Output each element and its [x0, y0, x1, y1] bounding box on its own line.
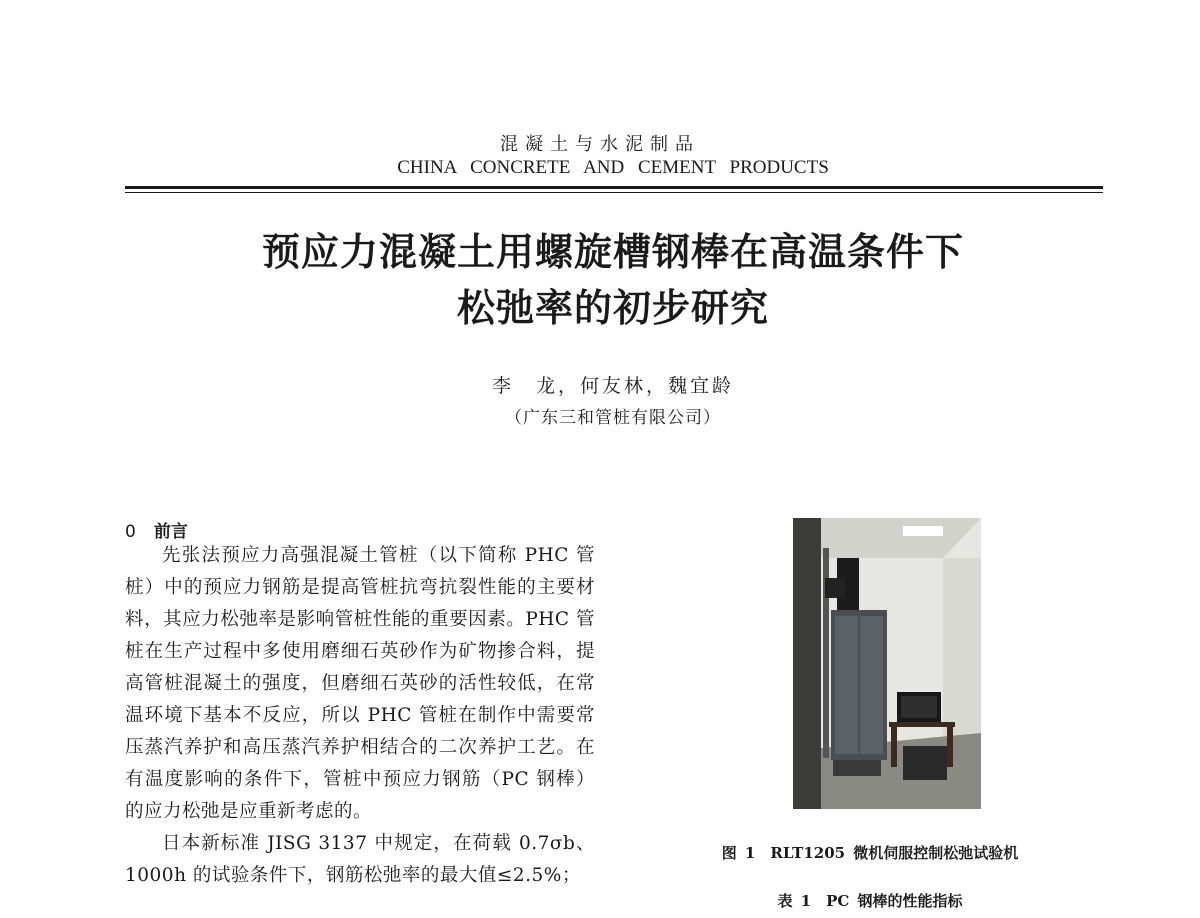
section-body [125, 540, 595, 892]
article-title [0, 224, 1200, 336]
table-caption: 表 1 PC 钢棒的性能指标 [777, 892, 963, 910]
section-number: 0 [125, 522, 136, 542]
article-authors: 李 龙，何友林，魏宜龄 [491, 375, 734, 397]
header-rule-thin [125, 192, 1103, 193]
figure-caption: 图 1 RLT1205 微机伺服控制松弛试验机 [721, 844, 1019, 862]
body-paragraph: 先张法预应力高强混凝土管桩（以下简称 PHC 管桩）中的预应力钢筋是提高管桩抗弯抗裂性能的主要材料，其应力松弛率是影响管桩性能的重要因素。PHC 管桩在生产过程中多使用磨细石英砂作为矿物掺合料，提高管桩混凝土的强度，但磨细石英砂的活性较低，在常温环境下基本不反应，所以 PHC 管桩在制作中需要常压蒸汽养护和高压蒸汽养护相结合的二次养护工艺。在有温度影响的条件下，管桩中预应力钢筋（PC 钢棒）的应力松弛是应重新考虑的。 [125, 545, 595, 822]
author-affiliation: （广东三和管桩有限公司） [505, 408, 721, 428]
body-paragraph: 日本新标准 JISG 3137 中规定，在荷载 0.7σb、1000h 的试验条件下，钢筋松弛率的最大值≤2.5%； [125, 833, 595, 886]
figure-photo-test-machine [793, 518, 981, 809]
test-machine-photo-drawing [793, 518, 981, 809]
section-title: 前言 [153, 522, 188, 542]
section-heading [125, 517, 188, 542]
journal-name-english: CHINA CONCRETE AND CEMENT PRODUCTS [397, 157, 829, 178]
header-rule-thick [125, 186, 1103, 189]
article-title-line1: 预应力混凝土用螺旋槽钢棒在高温条件下 [261, 230, 964, 274]
article-title-line2: 松弛率的初步研究 [456, 286, 769, 330]
journal-name-chinese: 混凝土与水泥制品 [500, 134, 700, 155]
